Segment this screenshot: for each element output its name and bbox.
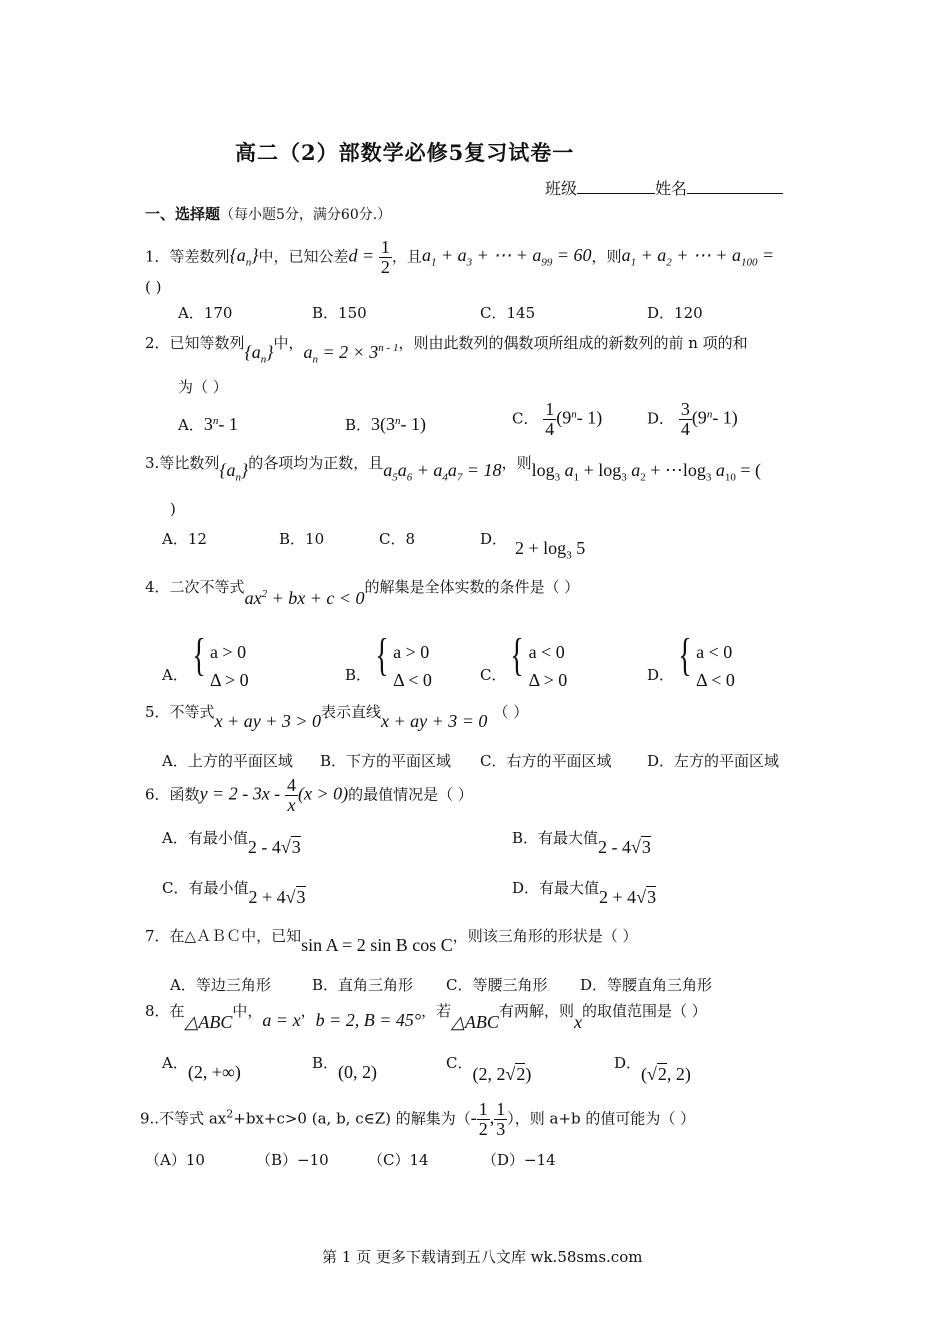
q4-opt-label: B． [345,666,372,684]
q7-text: ，则该三角形的形状是（ ） [452,927,638,945]
q7-formula: sin A = 2 sin B cos C [301,935,453,955]
q8-opt-label: C． [446,1054,473,1072]
q2-opt-c-end: - 1) [576,407,603,428]
q7-option-a[interactable]: A．等边三角形 [170,976,271,994]
q8-x: x [573,1012,582,1032]
page-footer: 第 1 页 更多下载请到五八文库 wk.58sms.com [322,1248,643,1266]
name-label: 姓名 [655,179,688,198]
q4-text: 的解集是全体实数的条件是（ ） [364,578,580,596]
q2-number: 2． [145,334,170,352]
q8-triangle: △ABC [184,1012,233,1032]
question-1 [145,238,774,277]
q8-opt-label: B． [312,1054,339,1072]
q3-opt-label: D． [480,530,508,548]
q9-number: 9.. [140,1109,160,1128]
q2-sup: n [395,415,401,427]
q5-option-a[interactable]: A．上方的平面区域 [162,752,293,770]
q5-line: x + ay + 3 = 0 [381,711,488,731]
brace-icon: { [678,629,692,680]
q6-opt-a-val: 2 - 4√3 [247,837,301,857]
q4-option-d[interactable] [647,629,735,694]
q9-text: ），则 a+b 的值可能为（ ） [507,1109,696,1128]
q2-opt-b-tail: - 1) [400,414,427,434]
q6-val: 2 - 4 [247,837,281,857]
q6-text: 函数 [169,785,200,804]
frac-den: 2 [478,1118,488,1139]
q5-option-c[interactable]: C．右方的平面区域 [480,752,612,770]
section-title: 一、选择题 [145,205,221,223]
question-6 [145,776,473,815]
question-9 [140,1100,695,1139]
q4-option-a[interactable] [162,629,249,694]
q4-line1: a > 0 [209,642,247,662]
q6-opt-label: D．有最大值 [512,879,600,897]
q1-option-d[interactable]: D．120 [647,304,703,322]
q8-b-eq: b = 2, B = 45° [315,1010,422,1030]
q2-formula-exp: n - 1 [378,342,399,354]
q4-line1: a > 0 [393,642,430,662]
q6-val: 2 + 4 [248,887,286,907]
q9-minus: - [470,1107,477,1128]
q6-option-a[interactable] [162,827,301,857]
q1-sum2-eq: = [762,245,775,266]
q3-opt-d-base: 2 + log [515,538,567,558]
q8-option-b[interactable] [312,1052,378,1082]
q9-option-b[interactable]: （B）−10 [256,1151,329,1169]
frac-num: 1 [478,1099,488,1119]
q4-opt-c-stack [529,638,568,694]
section-note: （每小题5分，满分60分.） [220,207,392,223]
q1-sum2: $a_1 + a_2$ + ⋯ + $a_{100}$ = [621,245,775,269]
brace-icon: { [192,629,206,680]
q2-opt-b-base: 3(3 [371,414,396,434]
q3-option-a[interactable]: A．12 [162,530,207,548]
q5-option-d[interactable]: D．左方的平面区域 [647,752,780,770]
q6-fn: y = 2 - 3x - [199,783,281,804]
name-blank[interactable] [687,177,783,194]
class-blank[interactable] [577,177,655,194]
q8-opt-c-val: (2, 2√2) [472,1064,532,1084]
q6-option-b[interactable] [512,827,651,857]
frac-den: 4 [545,418,555,439]
frac-den: x [287,794,296,815]
q2-sup: n [212,415,219,427]
section-heading [145,203,391,224]
q8-opt-label: A． [162,1054,188,1072]
q4-line1: a < 0 [696,642,733,662]
q9-option-d[interactable]: （D）−14 [482,1151,556,1169]
q4-line1: a < 0 [528,642,565,662]
question-5 [145,701,529,731]
q1-number: 1． [145,247,170,266]
q7-option-d[interactable]: D．等腰直角三角形 [580,976,713,994]
q8-opt-d-tail: , 2) [666,1064,691,1084]
q6-opt-label: B．有最大值 [512,829,599,847]
q2-opt-label: D． [647,409,675,428]
q3-option-d[interactable] [480,528,586,562]
q4-ineq-tail: + bx + c < 0 [271,588,365,608]
q8-opt-c-base: (2, 2 [472,1064,506,1084]
q2-frac-d [679,400,692,439]
q4-line2: Δ < 0 [393,670,432,690]
q8-text: ，若 [421,1002,452,1020]
sqrt-arg: 3 [291,837,301,857]
q6-opt-d-val: 2 + 4√3 [599,887,657,907]
q1-text: 中，已知公差 [258,247,349,266]
q4-line2: Δ > 0 [209,670,249,690]
q3-eq-rhs: = 18 [466,460,502,480]
q2-opt-label: A． [178,416,204,434]
frac-num: 4 [286,775,296,795]
q6-option-c[interactable] [162,877,306,907]
question-8: 8．在△ABC中，a = x，b = 2, B = 45°，若△ABC有两解，则x的取值范围是（ ） [145,1002,707,1032]
q7-number: 7． [145,927,170,945]
q5-ineq: x + ay + 3 > 0 [214,711,321,731]
q4-option-b[interactable] [345,629,432,694]
q3-eq: $a_5a_6 + a_4a_7 = 18$ [383,460,502,484]
sqrt-arg: 2 [657,1064,667,1084]
q1-fraction [379,238,392,277]
q9-option-c[interactable]: （C）14 [368,1151,429,1169]
frac-den: 3 [496,1118,506,1139]
class-label: 班级 [545,179,578,198]
q3-opt-d-tail: 5 [576,538,586,558]
q8-opt-a-val: (2, +∞) [187,1062,241,1082]
q8-option-a[interactable] [162,1052,241,1082]
q1-option-b[interactable]: B．150 [312,304,367,322]
q3-number: 3. [145,454,160,472]
q2-frac-c [543,400,556,439]
q2-opt-c-tail: (9 [556,407,572,428]
q6-option-d[interactable] [512,877,657,907]
q6-number: 6． [145,785,170,804]
q1-seq: $\{a_n\}$ [229,245,259,269]
q2-sup: n [706,408,713,421]
q4-opt-b-stack [393,638,432,694]
q1-frac-num: 1 [380,237,390,257]
q4-opt-label: D． [647,666,675,684]
q7-text: 在△ＡＢＣ中，已知 [169,927,302,945]
q3-option-b[interactable]: B．10 [279,530,325,548]
q3-close: ) [170,500,176,518]
q8-opt-c-tail: ) [525,1064,532,1084]
q1-d: d = [348,245,375,266]
q8-opt-d-val: (√2, 2) [641,1064,691,1084]
q8-opt-b-val: (0, 2) [338,1062,378,1082]
brace-icon: { [510,629,525,680]
q2-text-end: 为（ ） [178,378,228,396]
q4-text: 二次不等式 [169,578,245,596]
q6-val: 2 + 4 [599,887,637,907]
q1-blank: ( ) [145,278,162,296]
q4-ineq-base: ax [244,588,262,608]
q8-text: 的取值范围是（ ） [581,1002,707,1020]
q9-frac-2 [494,1100,507,1139]
q1-frac-den: 2 [380,256,390,277]
question-4 [145,576,580,608]
student-info [545,176,783,199]
q9-comma: , [489,1107,495,1128]
frac-den: 4 [680,418,690,439]
q3-logsum: $\log_3 a_1 + \log_3 a_2$ + $\cdots\log_3$ $a_{10}$ = ( [531,460,762,484]
q4-option-c[interactable] [480,629,568,694]
q1-sum1: $a_1 + a_3$ + ⋯ + $a_{99} = 60$ [421,245,592,269]
q6-opt-label: A．有最小值 [162,829,248,847]
q3-option-c[interactable]: C．8 [379,530,416,548]
frac-num: 3 [680,399,690,419]
q3-opt-d-value: $2 + \log_3 5$ [515,538,586,562]
q1-option-a[interactable]: A．170 [178,304,233,322]
q5-number: 5． [145,703,170,721]
question-3 [145,452,762,484]
sqrt-arg: 3 [647,887,657,907]
q7-option-c[interactable]: C．等腰三角形 [446,976,548,994]
q2-opt-d-end: - 1) [712,407,738,428]
q8-opt-d-base: ( [641,1064,648,1084]
q2-text: 已知等数列 [169,334,245,352]
q4-number: 4． [145,578,170,596]
q4-ineq: $ax^2$ + bx + c < 0 [244,588,365,608]
q9-sup: 2 [226,1107,234,1121]
sqrt-arg: 3 [641,837,651,857]
q8-option-d[interactable] [614,1052,691,1084]
q2-option-c[interactable] [512,400,602,439]
q1-text: 等差数列 [169,247,230,266]
q5-blank: （ ） [493,703,529,721]
q1-sum1-eq: = 60 [556,245,592,266]
q8-a-eq: a = x [262,1010,301,1030]
q6-fraction [285,776,298,815]
q2-opt-a-base: 3 [203,414,213,434]
question-7 [145,925,638,955]
q5-text: 不等式 [169,703,215,721]
q2-opt-label: B． [345,416,372,434]
q3-seq: $\{a_n\}$ [219,460,249,484]
q1-text: ，则 [591,247,622,266]
q1-option-c[interactable]: C．145 [480,304,536,322]
q5-option-b[interactable]: B．下方的平面区域 [320,752,452,770]
q8-text: 中， [232,1002,263,1020]
q4-opt-label: A． [162,666,188,684]
sqrt-arg: 3 [296,887,306,907]
brace-icon: { [375,629,389,680]
q6-opt-label: C．有最小值 [162,879,249,897]
q8-text: 有两解，则 [498,1002,574,1020]
frac-num: 1 [545,399,555,419]
q8-opt-label: D． [614,1054,642,1072]
q6-cond: (x > 0) [297,783,349,804]
q2-option-a[interactable] [178,414,238,435]
q5-text: 表示直线 [320,703,381,721]
sqrt-arg: 2 [516,1064,526,1084]
q9-frac-1 [477,1100,490,1139]
q6-opt-b-val: 2 - 4√3 [598,837,651,857]
q4-opt-d-stack [696,638,735,694]
q4-opt-label: C． [480,666,507,684]
q9-text: +bx+c>0 (a, b, c∈Z) 的解集为（ [233,1109,471,1128]
q2-option-b[interactable] [345,414,426,435]
q6-opt-c-val: 2 + 4√3 [248,887,306,907]
q8-triangle: △ABC [451,1012,499,1032]
q3-text: 的各项均为正数，且 [248,454,384,472]
q8-option-c[interactable] [446,1052,532,1084]
q4-opt-a-stack [210,638,249,694]
question-2 [145,332,748,366]
q2-opt-a-tail: - 1 [218,414,238,434]
q9-text: 不等式 ax [159,1109,227,1128]
q2-formula: $a_n = 2 \times 3^{n - 1}$ [303,342,399,366]
q3-text: ，则 [501,454,532,472]
q4-line2: Δ > 0 [528,670,568,690]
q4-line2: Δ < 0 [696,670,735,690]
q2-seq: $\{a_n\}$ [244,342,274,366]
page-title: 高二（2）部数学必修5复习试卷一 [235,140,575,165]
q2-sup: n [571,408,577,421]
q2-text: ，则由此数列的偶数项所组成的新数列的前 n 项的和 [398,334,748,352]
q2-text: 中， [273,334,304,352]
q2-formula-rhs: = 2 × 3 [322,342,379,362]
q1-text: ，且 [391,247,422,266]
q8-number: 8． [145,1002,170,1020]
q7-option-b[interactable]: B．直角三角形 [312,976,414,994]
q6-val: 2 - 4 [598,837,632,857]
q6-text: 的最值情况是（ ） [348,785,473,804]
q3-text: 等比数列 [159,454,220,472]
q2-option-d[interactable] [647,400,738,439]
q9-option-a[interactable]: （A）10 [145,1151,205,1169]
q8-text: 在 [169,1002,185,1020]
q2-opt-d-tail: (9 [691,407,707,428]
frac-num: 1 [496,1099,506,1119]
q2-opt-label: C． [512,409,539,428]
